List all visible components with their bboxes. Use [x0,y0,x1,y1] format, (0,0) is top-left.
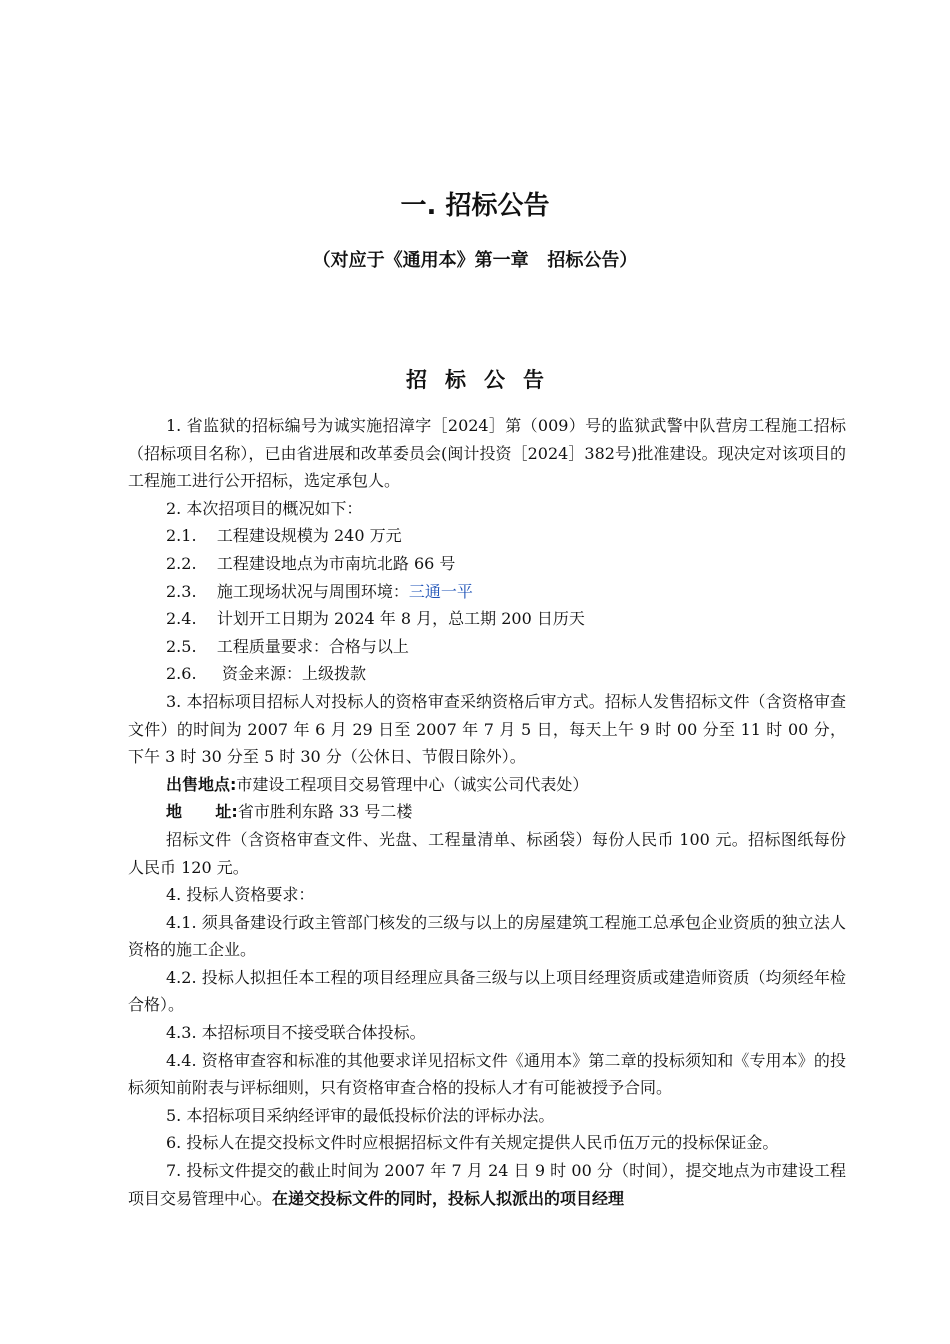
item-4-3: 4.3. 本招标项目不接受联合体投标。 [166,1023,426,1043]
paragraph-5: 5. 本招标项目采纳经评审的最低投标价法的评标办法。 [166,1105,555,1125]
paragraph-4: 4. 投标人资格要求： [166,885,315,905]
paragraph-6: 6. 投标人在提交投标文件时应根据招标文件有关规定提供人民币伍万元的投标保证金。 [166,1133,779,1153]
notice-title: 招标公告 [406,368,562,392]
site-condition-value: 三通一平 [408,581,473,601]
paragraph-1: 1. 省监狱的招标编号为诚实施招漳字［2024］第（009）号的监狱武警中队营房工程施工招标（招标项目名称），已由省进展和改革委员会(闽计投资［2024］382号)批准建设。现决定对该项目的工程施工进行公开招标，选定承包人。 [128,416,846,491]
item-4-2: 4.2. 投标人拟担任本工程的项目经理应具备三级与以上项目经理资质或建造师资质（均须经年检合格）。 [128,967,846,1015]
item-2-2: 2.2. 工程建设地点为市南坑北路 66 号 [166,553,456,573]
price-paragraph: 招标文件（含资格审查文件、光盘、工程量清单、标函袋）每份人民币 100 元。招标图纸每份人民币 120 元。 [128,829,846,877]
sale-place-label: 出售地点: [166,774,237,794]
paragraph-2: 2. 本次招项目的概况如下： [166,498,363,518]
section-subheading: （对应于《通用本》第一章 招标公告） [312,250,638,271]
item-4-4: 4.4. 资格审查容和标准的其他要求详见招标文件《通用本》第二章的投标须知和《专用本》的投标须知前附表与评标细则，只有资格审查合格的投标人才有可能被授予合同。 [128,1050,846,1098]
paragraph-3: 3. 本招标项目招标人对投标人的资格审查采纳资格后审方式。招标人发售招标文件（含资格审查文件）的时间为 2007 年 6 月 29 日至 2007 年 7 月 5 日，每天上午 9 时 00 分至 11 时 00 分，下午 3 时 30 分至 5 时 30 分（公休日、节假日除外）。 [128,691,846,767]
paragraph-7 [128,1157,846,1212]
address-line [128,798,846,826]
item-2-3 [128,578,846,606]
item-4-1: 4.1. 须具备建设行政主管部门核发的三级与以上的房屋建筑工程施工总承包企业资质的独立法人资格的施工企业。 [128,912,846,960]
item-2-5: 2.5. 工程质量要求：合格与以上 [166,636,409,656]
item-2-1: 2.1. 工程建设规模为 240 万元 [166,526,402,546]
sale-place-line [128,771,846,799]
item-2-4: 2.4. 计划开工日期为 2024 年 8 月，总工期 200 日历天 [166,609,585,629]
paragraph-7-text: 7. 投标文件提交的截止时间为 2007 年 7 月 24 日 9 时 00 分（时间），提交地点为市建设工程项目交易管理中心。 [128,1161,846,1208]
item-2-3-label: 2.3. 施工现场状况与周围环境： [166,581,409,601]
address-value: 省市胜利东路 33 号二楼 [237,802,413,822]
paragraph-7-bold: 在递交投标文件的同时，投标人拟派出的项目经理 [272,1188,625,1208]
sale-place-value: 市建设工程项目交易管理中心（诚实公司代表处） [236,774,589,794]
section-heading: 一. 招标公告 [400,191,550,221]
address-label: 地 址: [166,802,238,822]
item-2-6: 2.6. 资金来源：上级拨款 [166,664,366,684]
notice-body [128,412,846,1212]
